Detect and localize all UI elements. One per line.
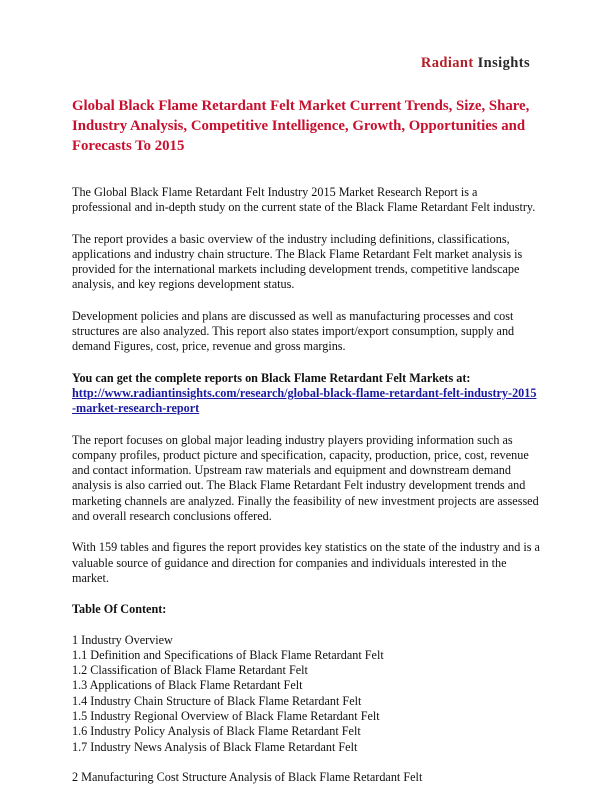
brand-word-insights: Insights	[477, 55, 530, 71]
document-body	[72, 96, 540, 800]
toc-item: 2 Manufacturing Cost Structure Analysis of Black Flame Retardant Felt	[72, 769, 423, 784]
toc-section-1	[72, 633, 540, 755]
report-cta-text: You can get the complete reports on Black Flame Retardant Felt Markets at:	[72, 370, 471, 385]
toc-item: 1.2 Classification of Black Flame Retardant Felt	[72, 663, 308, 678]
toc-item: 1 Industry Overview	[72, 632, 173, 647]
toc-item: 1.6 Industry Policy Analysis of Black Flame Retardant Felt	[72, 724, 361, 739]
page-title: Global Black Flame Retardant Felt Market Current Trends, Size, Share, Industry Analysis, Competitive Intelligence, Growth, Opportunities and Forecasts To 2015	[72, 98, 530, 154]
toc-item: 1.5 Industry Regional Overview of Black Flame Retardant Felt	[72, 709, 380, 724]
brand-logo	[421, 55, 530, 72]
players-paragraph: The report focuses on global major leading industry players providing information such as company profiles, product picture and specification, capacity, production, price, cost, revenue and contact information. Upstream raw materials and equipment and downstream demand analysis is also carried out. The Black Flame Retardant Felt industry development trends and marketing channels are analyzed. Finally the feasibility of new investment projects are assessed and overall research conclusions offered.	[72, 432, 539, 524]
overview-paragraph: The report provides a basic overview of the industry including definitions, classifications, applications and industry chain structure. The Black Flame Retardant Felt market analysis is provided for the international markets including development trends, competitive landscape analysis, and key regions development status.	[72, 231, 523, 292]
statistics-paragraph: With 159 tables and figures the report provides key statistics on the state of the industry and is a valuable source of guidance and direction for companies and individuals interested in the market.	[72, 540, 540, 585]
toc-item: 1.7 Industry News Analysis of Black Flame Retardant Felt	[72, 739, 358, 754]
toc-item: 1.4 Industry Chain Structure of Black Flame Retardant Felt	[72, 693, 362, 708]
toc-heading: Table Of Content:	[72, 602, 167, 617]
policy-paragraph: Development policies and plans are discussed as well as manufacturing processes and cost structures are also analyzed. This report also states import/export consumption, supply and demand Figures, cost, price, revenue and gross margins.	[72, 308, 515, 354]
intro-paragraph: The Global Black Flame Retardant Felt Industry 2015 Market Research Report is a professional and in-depth study on the current state of the Black Flame Retardant Felt industry.	[72, 185, 536, 215]
toc-item: 1.3 Applications of Black Flame Retardant Felt	[72, 678, 303, 693]
toc-section-2	[72, 770, 540, 785]
report-link[interactable]: http://www.radiantinsights.com/research/global-black-flame-retardant-felt-industry-2015-market-research-report	[72, 385, 537, 416]
brand-word-radiant: Radiant	[420, 55, 474, 71]
toc-item: 1.1 Definition and Specifications of Black Flame Retardant Felt	[72, 647, 384, 662]
